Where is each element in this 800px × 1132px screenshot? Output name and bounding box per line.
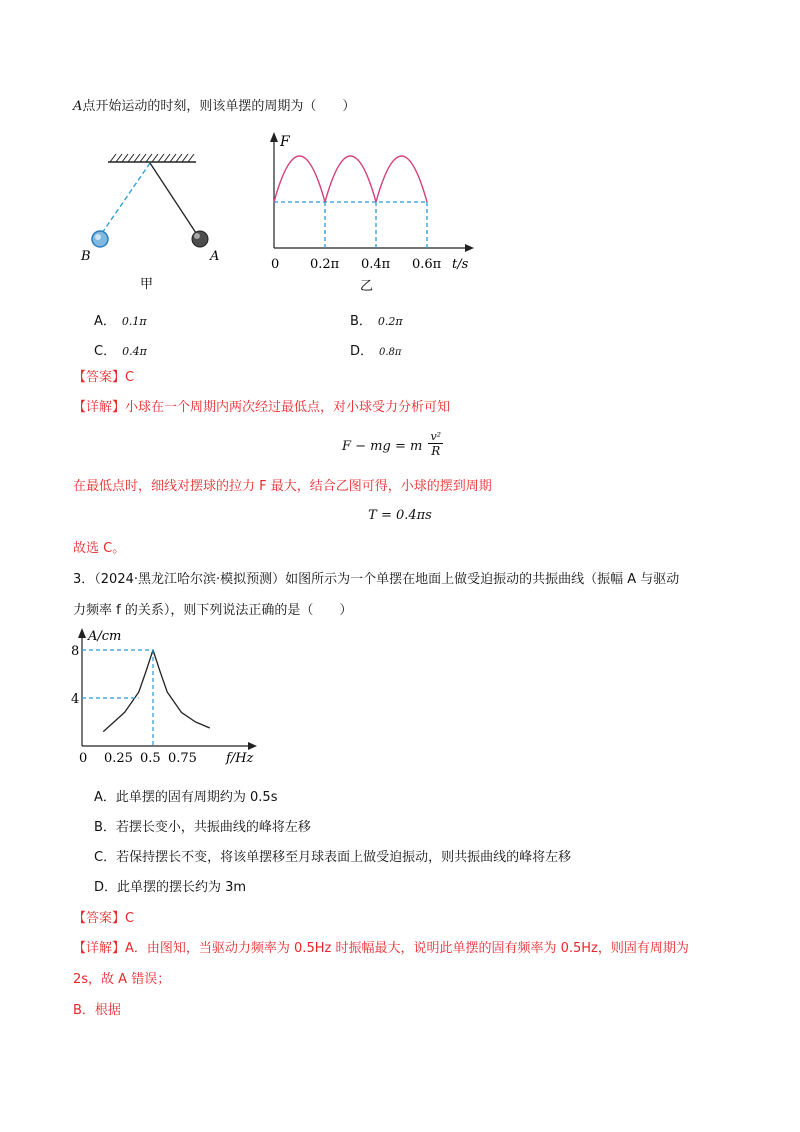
y-axis-arrow: [78, 628, 86, 638]
option-value: 0.8π: [379, 347, 402, 358]
force-series: [274, 156, 427, 248]
formula-1-denominator: R: [431, 444, 441, 458]
string-b-dashed: [100, 163, 150, 236]
x-axis-label: f/Hz: [226, 751, 254, 766]
q2-conclusion: 故选 C。: [73, 541, 126, 556]
detail-text: A．由图知，当驱动力频率为 0.5Hz 时振幅最大，说明此单摆的固有频率为 0.5Hz，则固有周期为: [125, 941, 689, 956]
resonance-curve-chart: [70, 622, 270, 772]
y-axis-label: A/cm: [88, 629, 122, 644]
q2-stem: [73, 98, 355, 116]
bob-a: [192, 231, 208, 247]
resonance-curve: [103, 650, 210, 732]
force-arch: [376, 156, 427, 202]
q3-detail-line3: B．根据: [73, 1003, 121, 1018]
pendulum-figure: [78, 150, 218, 290]
force-arch: [325, 156, 376, 202]
q3-option-a[interactable]: A．此单摆的固有周期约为 0.5s: [94, 790, 278, 805]
x-tick-025: 0.25: [104, 751, 133, 766]
q2-stem-var: A: [73, 99, 83, 114]
label-a: A: [210, 249, 220, 264]
y-tick-8: 8: [71, 644, 80, 659]
q2-text2: 在最低点时，细线对摆球的拉力 F 最大，结合乙图可得，小球的摆到周期: [73, 479, 492, 494]
q2-option-c[interactable]: [94, 340, 147, 359]
y-axis-label: F: [280, 134, 290, 150]
detail-label: 【详解】: [73, 400, 126, 415]
force-time-chart: [260, 128, 480, 298]
formula-1-lhs: F − mg = m: [342, 439, 423, 454]
label-b: B: [81, 249, 91, 264]
detail-label: 【详解】: [73, 941, 126, 956]
y-tick-4: 4: [71, 692, 80, 707]
x-tick-label-2: 0.4π: [361, 257, 391, 272]
x-origin-label: 0: [271, 257, 280, 272]
x-tick-0: 0: [79, 751, 88, 766]
ceiling-hatch: [110, 154, 194, 162]
x-axis-arrow: [248, 742, 257, 750]
q3-stem-line2: 力频率 f 的关系），则下列说法正确的是（ ）: [73, 603, 353, 618]
option-value: 0.4π: [122, 345, 147, 358]
q3-detail-line1: [73, 940, 689, 958]
x-axis-label: t/s: [452, 257, 469, 272]
q3-option-d[interactable]: D．此单摆的摆长约为 3m: [94, 880, 247, 895]
q3-stem-line1: 3．（2024·黑龙江哈尔滨·模拟预测）如图所示为一个单摆在地面上做受迫振动的共振曲线（振幅 A 与驱动: [73, 572, 680, 587]
q2-option-b[interactable]: [350, 310, 403, 329]
q3-detail-line2: 2s，故 A 错误；: [73, 972, 171, 987]
formula-2: T = 0.4πs: [368, 508, 432, 523]
formula-1-fraction: [428, 430, 443, 458]
q2-stem-text: 点开始运动的时刻，则该单摆的周期为（ ）: [82, 99, 356, 114]
formula-1: [342, 430, 443, 458]
detail-text: 小球在一个周期内两次经过最低点，对小球受力分析可知: [125, 400, 451, 415]
q2-answer: 【答案】C: [73, 370, 135, 385]
x-axis-arrow: [465, 244, 474, 252]
option-letter: D．: [350, 344, 374, 359]
option-value: 0.1π: [121, 315, 147, 328]
force-arch: [274, 156, 325, 202]
q2-option-a[interactable]: [94, 310, 147, 329]
y-axis-arrow: [270, 132, 278, 142]
formula-1-numerator: v²: [430, 430, 442, 443]
option-value: 0.2π: [377, 315, 403, 328]
option-letter: C．: [94, 344, 117, 359]
x-tick-075: 0.75: [168, 751, 197, 766]
string-a-solid: [150, 163, 198, 236]
option-letter: A．: [94, 314, 116, 329]
x-tick-label-1: 0.2π: [310, 257, 340, 272]
caption-yi: 乙: [360, 279, 374, 294]
x-tick-05: 0.5: [140, 751, 161, 766]
caption-jia: 甲: [140, 277, 154, 292]
q2-option-d[interactable]: [350, 340, 402, 359]
q3-option-c[interactable]: C．若保持摆长不变，将该单摆移至月球表面上做受迫振动，则共振曲线的峰将左移: [94, 850, 572, 865]
amplitude-series: [82, 650, 210, 746]
q3-answer: 【答案】C: [73, 911, 135, 926]
option-letter: B．: [350, 314, 372, 329]
q2-detail: [73, 399, 450, 417]
x-tick-label-3: 0.6π: [412, 257, 442, 272]
q3-option-b[interactable]: B．若摆长变小，共振曲线的峰将左移: [94, 820, 311, 835]
